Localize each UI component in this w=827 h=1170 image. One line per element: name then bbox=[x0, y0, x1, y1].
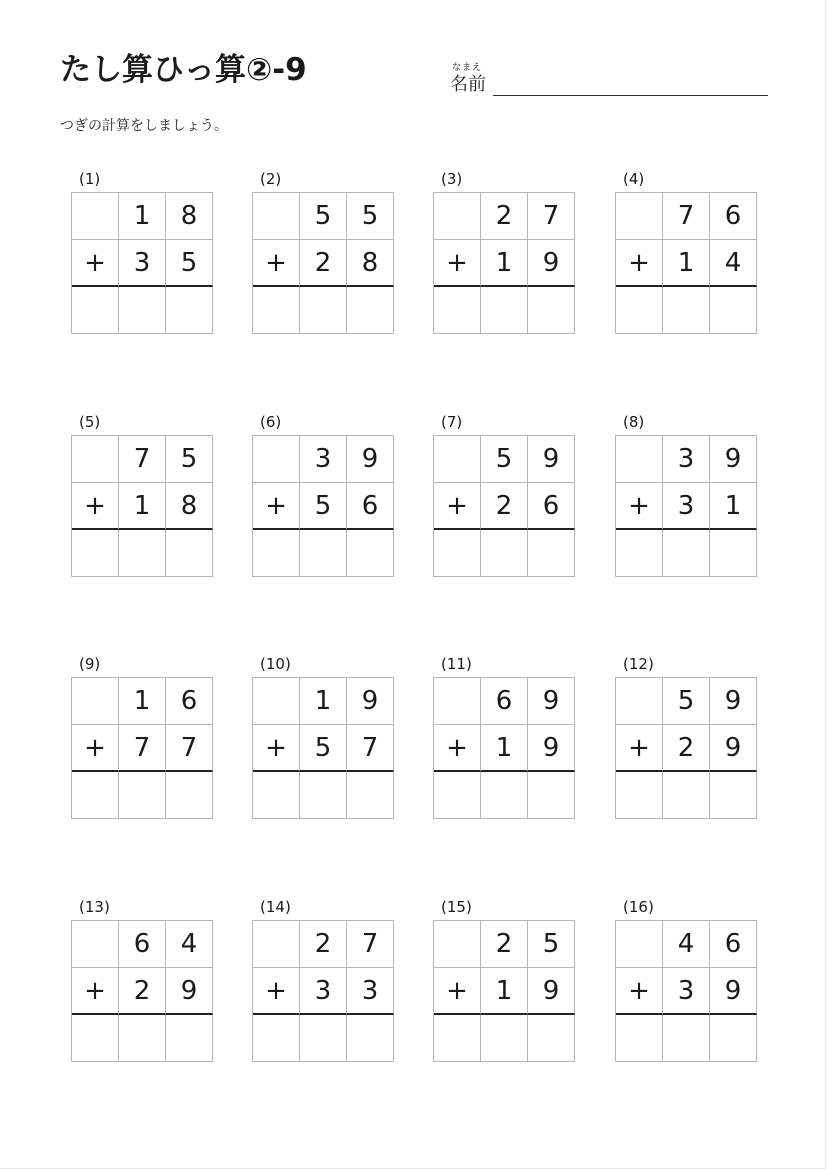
top-ones-digit: 9 bbox=[347, 436, 394, 483]
problem-number: (4) bbox=[623, 170, 645, 188]
addition-grid bbox=[615, 920, 757, 1062]
addition-grid bbox=[71, 192, 213, 334]
bottom-ones-digit: 9 bbox=[528, 968, 575, 1015]
bottom-tens-digit: 2 bbox=[481, 483, 528, 530]
answer-tens-cell[interactable] bbox=[300, 287, 347, 334]
plus-sign: + bbox=[616, 725, 663, 772]
empty-cell bbox=[434, 921, 481, 968]
top-ones-digit: 6 bbox=[166, 678, 213, 725]
bottom-ones-digit: 7 bbox=[347, 725, 394, 772]
answer-hundreds-cell[interactable] bbox=[253, 772, 300, 819]
answer-ones-cell[interactable] bbox=[710, 287, 757, 334]
top-tens-digit: 7 bbox=[663, 193, 710, 240]
empty-cell bbox=[616, 921, 663, 968]
answer-hundreds-cell[interactable] bbox=[616, 772, 663, 819]
top-ones-digit: 9 bbox=[710, 436, 757, 483]
bottom-ones-digit: 9 bbox=[528, 240, 575, 287]
addition-grid bbox=[252, 435, 394, 577]
problem-number: (3) bbox=[441, 170, 463, 188]
bottom-tens-digit: 3 bbox=[663, 483, 710, 530]
answer-tens-cell[interactable] bbox=[663, 530, 710, 577]
top-tens-digit: 4 bbox=[663, 921, 710, 968]
plus-sign: + bbox=[253, 240, 300, 287]
bottom-ones-digit: 6 bbox=[528, 483, 575, 530]
name-ruby: なまえ bbox=[452, 63, 483, 73]
top-ones-digit: 5 bbox=[528, 921, 575, 968]
problem-number: (5) bbox=[79, 413, 101, 431]
plus-sign: + bbox=[253, 483, 300, 530]
plus-sign: + bbox=[72, 968, 119, 1015]
top-ones-digit: 9 bbox=[347, 678, 394, 725]
problem-card bbox=[433, 655, 575, 835]
problem-card bbox=[615, 413, 757, 593]
answer-hundreds-cell[interactable] bbox=[434, 530, 481, 577]
name-label: 名前 bbox=[450, 74, 486, 95]
answer-tens-cell[interactable] bbox=[119, 772, 166, 819]
bottom-tens-digit: 1 bbox=[119, 483, 166, 530]
answer-ones-cell[interactable] bbox=[528, 1015, 575, 1062]
problem-card bbox=[71, 655, 213, 835]
bottom-tens-digit: 1 bbox=[663, 240, 710, 287]
top-tens-digit: 2 bbox=[300, 921, 347, 968]
answer-tens-cell[interactable] bbox=[300, 772, 347, 819]
addition-grid bbox=[252, 677, 394, 819]
addition-grid bbox=[433, 192, 575, 334]
top-ones-digit: 5 bbox=[166, 436, 213, 483]
addition-grid bbox=[615, 192, 757, 334]
answer-hundreds-cell[interactable] bbox=[72, 1015, 119, 1062]
bottom-tens-digit: 2 bbox=[663, 725, 710, 772]
answer-ones-cell[interactable] bbox=[166, 530, 213, 577]
problem-number: (1) bbox=[79, 170, 101, 188]
empty-cell bbox=[434, 436, 481, 483]
addition-grid bbox=[433, 435, 575, 577]
answer-ones-cell[interactable] bbox=[166, 1015, 213, 1062]
top-tens-digit: 1 bbox=[119, 193, 166, 240]
bottom-tens-digit: 3 bbox=[663, 968, 710, 1015]
bottom-ones-digit: 4 bbox=[710, 240, 757, 287]
answer-hundreds-cell[interactable] bbox=[72, 530, 119, 577]
bottom-ones-digit: 9 bbox=[710, 725, 757, 772]
bottom-ones-digit: 9 bbox=[166, 968, 213, 1015]
answer-hundreds-cell[interactable] bbox=[253, 287, 300, 334]
empty-cell bbox=[434, 678, 481, 725]
problem-card bbox=[71, 898, 213, 1078]
addition-grid bbox=[615, 677, 757, 819]
answer-tens-cell[interactable] bbox=[663, 1015, 710, 1062]
plus-sign: + bbox=[253, 968, 300, 1015]
bottom-ones-digit: 5 bbox=[166, 240, 213, 287]
top-ones-digit: 9 bbox=[528, 436, 575, 483]
answer-tens-cell[interactable] bbox=[663, 772, 710, 819]
addition-grid bbox=[615, 435, 757, 577]
plus-sign: + bbox=[616, 240, 663, 287]
top-tens-digit: 5 bbox=[300, 193, 347, 240]
plus-sign: + bbox=[434, 725, 481, 772]
top-tens-digit: 2 bbox=[481, 921, 528, 968]
empty-cell bbox=[72, 921, 119, 968]
problem-number: (11) bbox=[441, 655, 472, 673]
top-tens-digit: 6 bbox=[481, 678, 528, 725]
problem-number: (6) bbox=[260, 413, 282, 431]
problem-card bbox=[71, 170, 213, 350]
answer-ones-cell[interactable] bbox=[710, 530, 757, 577]
empty-cell bbox=[72, 436, 119, 483]
top-tens-digit: 7 bbox=[119, 436, 166, 483]
top-tens-digit: 5 bbox=[481, 436, 528, 483]
plus-sign: + bbox=[616, 968, 663, 1015]
empty-cell bbox=[72, 678, 119, 725]
answer-hundreds-cell[interactable] bbox=[434, 287, 481, 334]
bottom-ones-digit: 9 bbox=[528, 725, 575, 772]
bottom-tens-digit: 1 bbox=[481, 240, 528, 287]
answer-ones-cell[interactable] bbox=[347, 772, 394, 819]
empty-cell bbox=[253, 921, 300, 968]
bottom-tens-digit: 2 bbox=[119, 968, 166, 1015]
bottom-tens-digit: 1 bbox=[481, 725, 528, 772]
top-ones-digit: 7 bbox=[528, 193, 575, 240]
top-ones-digit: 5 bbox=[347, 193, 394, 240]
answer-tens-cell[interactable] bbox=[300, 1015, 347, 1062]
plus-sign: + bbox=[616, 483, 663, 530]
answer-hundreds-cell[interactable] bbox=[253, 1015, 300, 1062]
problem-card bbox=[615, 170, 757, 350]
answer-tens-cell[interactable] bbox=[119, 1015, 166, 1062]
empty-cell bbox=[616, 193, 663, 240]
bottom-ones-digit: 1 bbox=[710, 483, 757, 530]
problem-card bbox=[252, 170, 394, 350]
plus-sign: + bbox=[434, 240, 481, 287]
problem-card bbox=[433, 898, 575, 1078]
problem-card bbox=[252, 655, 394, 835]
bottom-tens-digit: 5 bbox=[300, 725, 347, 772]
bottom-tens-digit: 7 bbox=[119, 725, 166, 772]
plus-sign: + bbox=[72, 483, 119, 530]
answer-ones-cell[interactable] bbox=[347, 287, 394, 334]
top-tens-digit: 5 bbox=[663, 678, 710, 725]
answer-ones-cell[interactable] bbox=[528, 530, 575, 577]
problem-card bbox=[615, 655, 757, 835]
top-tens-digit: 1 bbox=[300, 678, 347, 725]
answer-hundreds-cell[interactable] bbox=[616, 1015, 663, 1062]
problem-number: (15) bbox=[441, 898, 472, 916]
answer-ones-cell[interactable] bbox=[528, 287, 575, 334]
addition-grid bbox=[71, 435, 213, 577]
answer-ones-cell[interactable] bbox=[710, 772, 757, 819]
plus-sign: + bbox=[434, 968, 481, 1015]
empty-cell bbox=[72, 193, 119, 240]
answer-tens-cell[interactable] bbox=[481, 772, 528, 819]
answer-ones-cell[interactable] bbox=[347, 530, 394, 577]
problem-number: (2) bbox=[260, 170, 282, 188]
page-title: たし算ひっ算②-9 bbox=[60, 52, 307, 88]
answer-ones-cell[interactable] bbox=[166, 772, 213, 819]
problem-card bbox=[433, 170, 575, 350]
problem-number: (16) bbox=[623, 898, 654, 916]
top-ones-digit: 4 bbox=[166, 921, 213, 968]
problem-number: (8) bbox=[623, 413, 645, 431]
addition-grid bbox=[252, 920, 394, 1062]
answer-hundreds-cell[interactable] bbox=[434, 1015, 481, 1062]
addition-grid bbox=[71, 920, 213, 1062]
answer-hundreds-cell[interactable] bbox=[72, 287, 119, 334]
plus-sign: + bbox=[72, 240, 119, 287]
answer-hundreds-cell[interactable] bbox=[253, 530, 300, 577]
addition-grid bbox=[433, 677, 575, 819]
answer-tens-cell[interactable] bbox=[481, 1015, 528, 1062]
top-tens-digit: 6 bbox=[119, 921, 166, 968]
top-tens-digit: 3 bbox=[663, 436, 710, 483]
problem-number: (10) bbox=[260, 655, 291, 673]
answer-ones-cell[interactable] bbox=[347, 1015, 394, 1062]
top-ones-digit: 8 bbox=[166, 193, 213, 240]
problem-number: (12) bbox=[623, 655, 654, 673]
top-ones-digit: 9 bbox=[528, 678, 575, 725]
addition-grid bbox=[71, 677, 213, 819]
answer-ones-cell[interactable] bbox=[710, 1015, 757, 1062]
bottom-ones-digit: 9 bbox=[710, 968, 757, 1015]
answer-ones-cell[interactable] bbox=[528, 772, 575, 819]
answer-ones-cell[interactable] bbox=[166, 287, 213, 334]
empty-cell bbox=[434, 193, 481, 240]
plus-sign: + bbox=[434, 483, 481, 530]
bottom-ones-digit: 8 bbox=[166, 483, 213, 530]
addition-grid bbox=[433, 920, 575, 1062]
empty-cell bbox=[253, 193, 300, 240]
problem-number: (7) bbox=[441, 413, 463, 431]
answer-tens-cell[interactable] bbox=[300, 530, 347, 577]
problem-number: (13) bbox=[79, 898, 110, 916]
problem-number: (14) bbox=[260, 898, 291, 916]
bottom-tens-digit: 3 bbox=[300, 968, 347, 1015]
plus-sign: + bbox=[72, 725, 119, 772]
problem-card bbox=[615, 898, 757, 1078]
problem-card bbox=[433, 413, 575, 593]
bottom-tens-digit: 2 bbox=[300, 240, 347, 287]
answer-hundreds-cell[interactable] bbox=[616, 530, 663, 577]
plus-sign: + bbox=[253, 725, 300, 772]
top-ones-digit: 6 bbox=[710, 193, 757, 240]
instruction-text: つぎの計算をしましょう。 bbox=[60, 118, 228, 134]
bottom-tens-digit: 3 bbox=[119, 240, 166, 287]
problem-card bbox=[71, 413, 213, 593]
answer-tens-cell[interactable] bbox=[481, 287, 528, 334]
top-tens-digit: 1 bbox=[119, 678, 166, 725]
bottom-ones-digit: 8 bbox=[347, 240, 394, 287]
bottom-ones-digit: 6 bbox=[347, 483, 394, 530]
problem-card bbox=[252, 413, 394, 593]
empty-cell bbox=[253, 678, 300, 725]
answer-tens-cell[interactable] bbox=[119, 287, 166, 334]
empty-cell bbox=[616, 678, 663, 725]
bottom-ones-digit: 3 bbox=[347, 968, 394, 1015]
top-ones-digit: 9 bbox=[710, 678, 757, 725]
answer-tens-cell[interactable] bbox=[481, 530, 528, 577]
answer-hundreds-cell[interactable] bbox=[616, 287, 663, 334]
top-ones-digit: 6 bbox=[710, 921, 757, 968]
answer-hundreds-cell[interactable] bbox=[72, 772, 119, 819]
top-tens-digit: 3 bbox=[300, 436, 347, 483]
bottom-tens-digit: 1 bbox=[481, 968, 528, 1015]
answer-hundreds-cell[interactable] bbox=[434, 772, 481, 819]
empty-cell bbox=[616, 436, 663, 483]
bottom-ones-digit: 7 bbox=[166, 725, 213, 772]
problem-card bbox=[252, 898, 394, 1078]
top-ones-digit: 7 bbox=[347, 921, 394, 968]
answer-tens-cell[interactable] bbox=[663, 287, 710, 334]
empty-cell bbox=[253, 436, 300, 483]
top-tens-digit: 2 bbox=[481, 193, 528, 240]
bottom-tens-digit: 5 bbox=[300, 483, 347, 530]
addition-grid bbox=[252, 192, 394, 334]
answer-tens-cell[interactable] bbox=[119, 530, 166, 577]
problem-number: (9) bbox=[79, 655, 101, 673]
